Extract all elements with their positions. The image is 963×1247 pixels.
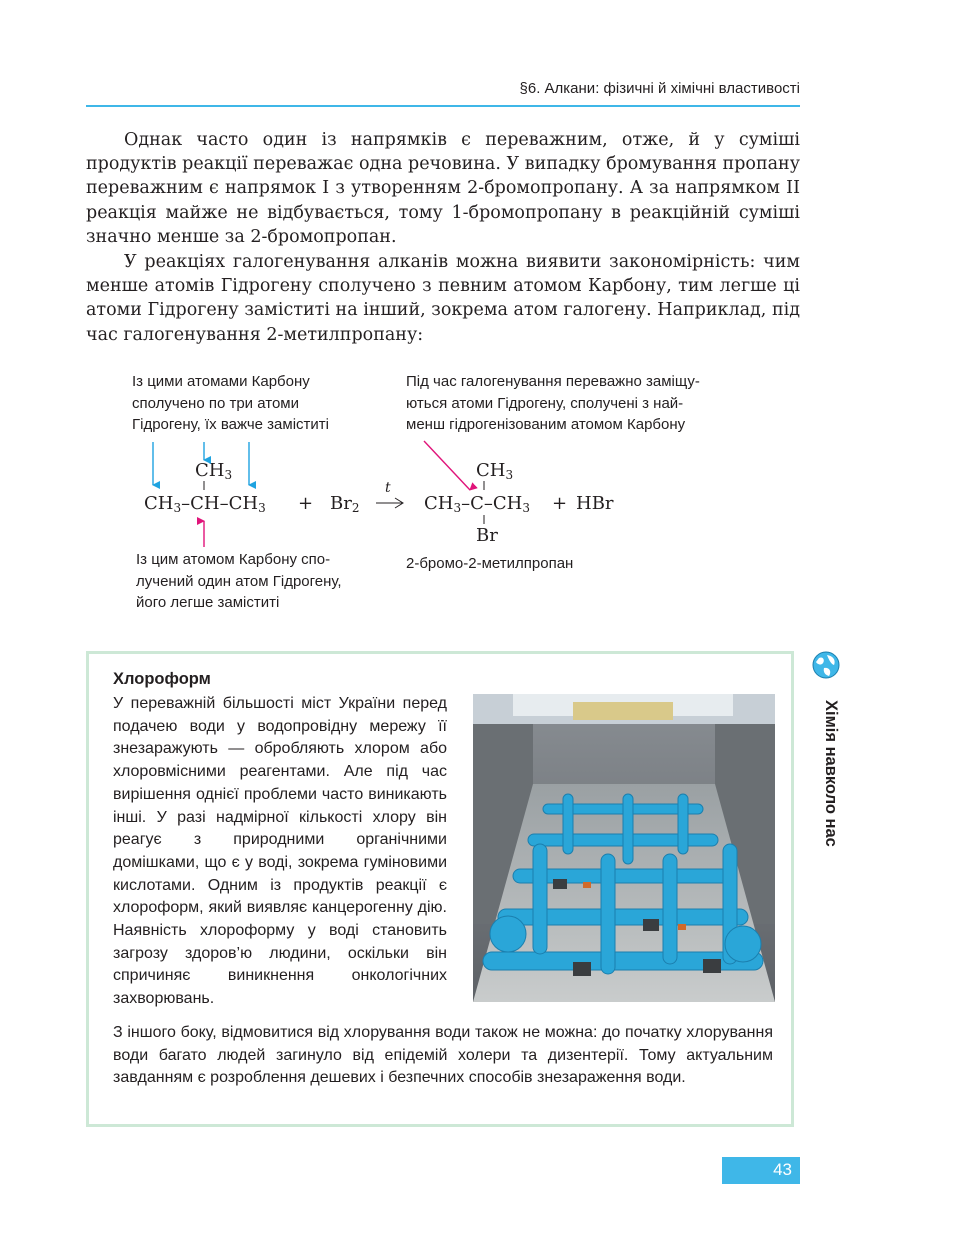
note-line: Під час галогенування переважно заміщу- xyxy=(406,373,700,390)
note-line: лучений один атом Гідрогену, xyxy=(136,572,342,590)
paragraph-1 xyxy=(86,128,800,249)
note-top-left xyxy=(132,371,329,436)
running-header xyxy=(86,76,800,106)
side-label: Хімія навколо нас xyxy=(822,700,840,847)
box-title: Хлороформ xyxy=(113,670,211,688)
box-text-full: З іншого боку, відмовитися від хлорування води також не можна: до початку хлорування води багато людей загинуло від епідемій холери та дизентерії. Тому актуальним завданням є розроблення дешевих і безпечних способів знезараження води. xyxy=(113,1024,773,1087)
arrow-pink-diagonal xyxy=(424,441,470,490)
header-title: §6. Алкани: фізичні й хімічні властивості xyxy=(519,80,800,97)
product-formula: $CH_3-C-CH_3$ xyxy=(424,493,531,515)
water-treatment-photo xyxy=(473,694,775,1002)
header-divider xyxy=(86,105,800,107)
note-line: ються атоми Гідрогену, сполучені з най- xyxy=(406,394,684,412)
paragraph-text: Однак часто один із напрямків є переважним, отже, й у суміші продуктів реакції переважає одна речовина. У випадку бромування пропану переважним є напрямок I з утворенням 2-бромопропану. А за напрямком II реакція майже не відбувається, тому 1-бромопропану в реакційній суміші значно менше за 2-бромопропан. xyxy=(86,130,800,247)
note-line: сполучено по три атоми xyxy=(132,394,299,412)
note-top-right xyxy=(406,371,700,436)
plus-sign: + xyxy=(552,493,568,514)
reagent-bromine: $Br_2$ xyxy=(330,493,360,515)
note-line: Гідрогену, їх важче заміститі xyxy=(132,416,329,433)
note-line: Із цими атомами Карбону xyxy=(132,373,310,390)
product-name: 2-бромо-2-метилпропан xyxy=(406,555,574,572)
product-methyl-top: $CH_3$ xyxy=(476,460,514,482)
page-number: 43 xyxy=(773,1160,792,1179)
note-bottom-left xyxy=(136,549,342,614)
reactant-formula: $CH_3-CH-CH_3$ xyxy=(144,493,266,515)
note-line: менш гідрогенізованим атомом Карбону xyxy=(406,416,686,433)
reactant-methyl-top: $CH_3$ xyxy=(195,460,233,482)
byproduct-hbr: HBr xyxy=(576,493,614,514)
info-box-chloroform xyxy=(86,651,794,1127)
reaction-arrowhead xyxy=(395,498,403,508)
reaction-condition: t xyxy=(385,480,391,496)
box-text-wrapped: У переважній більшості міст України перед подачею води у водопровідну мережу її знезаражують — обробляють хлором або хлоровмісними реагентами. Але під час вирішення однієї проблеми часто виникають інші. У разі надмірної кількості хлору він реагує з природними органічними домішками, що є у воді, зокрема гуміновими кислотами. Одним із продуктів реакції є хлороформ, який виявляє канцерогенну дію. Наявність хлороформу у воді становить загрозу здоров’ю людини, оскільки він спричиняє виникнення онкологічних захворювань. xyxy=(113,695,447,1008)
page-number-box xyxy=(722,1157,800,1184)
plus-sign: + xyxy=(298,493,314,514)
globe-icon xyxy=(811,650,841,680)
note-line: Із цим атомом Карбону спо- xyxy=(136,551,331,568)
product-bromine: Br xyxy=(476,525,498,546)
paragraph-2 xyxy=(86,250,800,347)
note-line: його легше заміститі xyxy=(136,594,280,611)
paragraph-text: У реакціях галогенування алканів можна виявити закономірність: чим менше атомів Гідрогену сполучено з певним атомом Карбону, тим легше ці атоми Гідрогену заміститі на інший, зокрема атом галогену. Наприклад, під час галогенування 2-метилпропану: xyxy=(86,252,800,345)
